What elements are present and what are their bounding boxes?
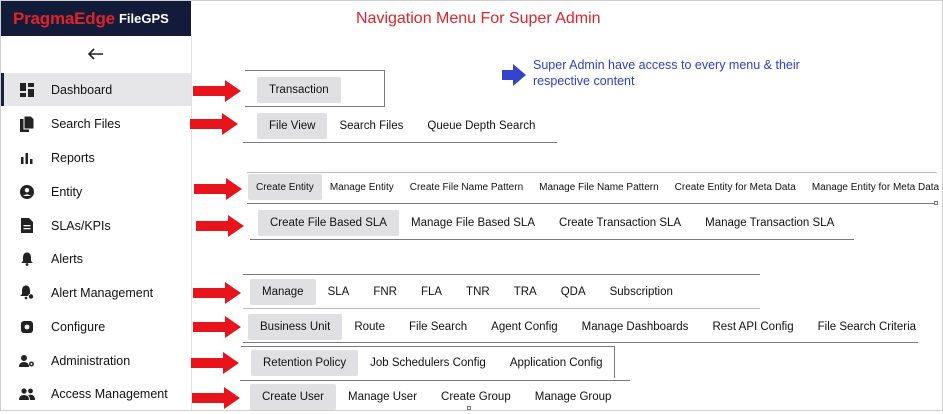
divider <box>247 203 935 204</box>
administration-tabs <box>251 348 615 378</box>
annotation-note: Super Admin have access to every menu & their respective content <box>533 58 800 88</box>
tab-queue-depth-search[interactable]: Queue Depth Search <box>427 120 536 132</box>
divider <box>250 239 854 240</box>
tab-job-schedulers-config[interactable]: Job Schedulers Config <box>370 357 486 369</box>
sidebar-item-reports[interactable] <box>1 141 191 174</box>
tab-fla[interactable]: FLA <box>420 286 443 298</box>
tab-manage-entity[interactable]: Manage Entity <box>329 181 394 193</box>
admin-person-icon <box>19 353 35 369</box>
sidebar-item-label: Configure <box>51 319 106 334</box>
divider <box>243 308 760 309</box>
dashboard-icon <box>19 82 35 98</box>
tab-manage-dashboards[interactable]: Manage Dashboards <box>581 321 689 333</box>
tab-route[interactable]: Route <box>354 321 385 333</box>
divider <box>240 380 630 381</box>
tab-create-file-based-sla[interactable]: Create File Based SLA <box>258 210 399 236</box>
tab-manage-group[interactable]: Manage Group <box>534 391 612 403</box>
tab-create-entity[interactable]: Create Entity <box>248 174 322 200</box>
tab-subscription[interactable]: Subscription <box>609 286 673 298</box>
sidebar-item-dashboard[interactable] <box>1 73 191 106</box>
red-arrow-icon <box>191 352 239 379</box>
sidebar-item-configure[interactable] <box>1 310 191 343</box>
tab-manage-entity-meta-data[interactable]: Manage Entity for Meta Data <box>811 181 940 193</box>
tab-manage-file-name-pattern[interactable]: Manage File Name Pattern <box>539 181 659 193</box>
arrow-left-icon <box>88 43 104 66</box>
people-icon <box>19 386 35 402</box>
red-arrow-icon <box>193 80 241 107</box>
sidebar-item-slas-kpis[interactable] <box>1 209 191 242</box>
collapse-sidebar-button[interactable] <box>1 36 191 73</box>
note-arrow-icon <box>502 64 526 91</box>
tab-qda[interactable]: QDA <box>560 286 586 298</box>
configure-tabs <box>248 312 928 342</box>
red-arrow-icon <box>192 387 240 414</box>
tab-tra[interactable]: TRA <box>513 286 537 298</box>
tab-search-files[interactable]: Search Files <box>339 120 404 132</box>
tab-tnr[interactable]: TNR <box>466 286 490 298</box>
bar-chart-icon <box>19 150 35 166</box>
sidebar-item-label: Access Management <box>51 386 168 401</box>
page-title: Navigation Menu For Super Admin <box>356 10 601 27</box>
bell-icon <box>19 251 35 267</box>
divider <box>243 274 760 275</box>
access-management-tabs <box>250 382 623 412</box>
sidebar-item-label: Reports <box>51 150 95 165</box>
tab-transaction[interactable]: Transaction <box>257 77 341 103</box>
document-icon <box>19 218 35 234</box>
alert-management-tabs <box>250 277 685 307</box>
red-arrow-icon <box>193 282 241 309</box>
divider <box>241 346 615 347</box>
tab-manage-transaction-sla[interactable]: Manage Transaction SLA <box>705 217 835 229</box>
sidebar-item-search-files[interactable] <box>1 107 191 140</box>
sidebar-item-label: Alerts <box>51 251 83 266</box>
tab-business-unit[interactable]: Business Unit <box>248 314 342 340</box>
tab-file-view[interactable]: File View <box>257 113 327 139</box>
entity-tabs <box>248 172 943 202</box>
tab-retention-policy[interactable]: Retention Policy <box>251 350 358 376</box>
files-icon <box>19 116 35 132</box>
sidebar-item-label: Administration <box>51 353 131 368</box>
tab-manage-user[interactable]: Manage User <box>348 391 418 403</box>
red-arrow-icon <box>196 215 244 242</box>
red-arrow-icon <box>194 178 242 205</box>
brand-name: PragmaEdge <box>13 8 115 28</box>
settings-icon <box>19 319 35 335</box>
sidebar-item-alerts[interactable] <box>1 242 191 275</box>
sidebar-item-entity[interactable] <box>1 175 191 208</box>
search-files-tabs <box>257 111 547 141</box>
sidebar-item-label: Dashboard <box>51 82 113 97</box>
tab-create-entity-meta-data[interactable]: Create Entity for Meta Data <box>674 181 796 193</box>
dashboard-tabs <box>257 75 341 105</box>
sidebar-item-label: Entity <box>51 184 83 199</box>
tab-file-search-criteria[interactable]: File Search Criteria <box>817 321 917 333</box>
tab-fnr[interactable]: FNR <box>373 286 397 298</box>
app-logo[interactable] <box>1 1 191 36</box>
tab-application-config[interactable]: Application Config <box>509 357 603 369</box>
sidebar-item-alert-management[interactable] <box>1 276 191 309</box>
divider <box>384 70 385 107</box>
sidebar-item-label: Search Files <box>51 116 121 131</box>
sla-tabs <box>258 208 846 238</box>
tab-manage-file-based-sla[interactable]: Manage File Based SLA <box>410 217 536 229</box>
tab-manage[interactable]: Manage <box>250 279 316 305</box>
divider <box>243 142 557 143</box>
tab-agent-config[interactable]: Agent Config <box>491 321 558 333</box>
divider <box>243 342 918 343</box>
tab-create-user[interactable]: Create User <box>250 384 336 410</box>
account-circle-icon <box>19 184 35 200</box>
tab-rest-api-config[interactable]: Rest API Config <box>712 321 794 333</box>
sidebar-item-administration[interactable] <box>1 344 191 377</box>
tab-create-transaction-sla[interactable]: Create Transaction SLA <box>559 217 682 229</box>
sidebar-item-label: SLAs/KPIs <box>51 218 111 233</box>
tab-create-file-name-pattern[interactable]: Create File Name Pattern <box>409 181 524 193</box>
sidebar-item-label: Alert Management <box>51 285 154 300</box>
sidebar-item-access-management[interactable] <box>1 377 191 410</box>
red-arrow-icon <box>193 316 241 343</box>
divider <box>245 70 385 71</box>
tab-sla[interactable]: SLA <box>327 286 350 298</box>
divider <box>245 106 385 107</box>
red-arrow-icon <box>190 113 238 140</box>
resize-handle[interactable] <box>467 406 471 410</box>
sidebar <box>1 36 192 410</box>
product-name: FileGPS <box>118 11 169 26</box>
tab-file-search[interactable]: File Search <box>409 321 468 333</box>
tab-create-group[interactable]: Create Group <box>441 391 511 403</box>
bell-settings-icon <box>19 285 35 301</box>
